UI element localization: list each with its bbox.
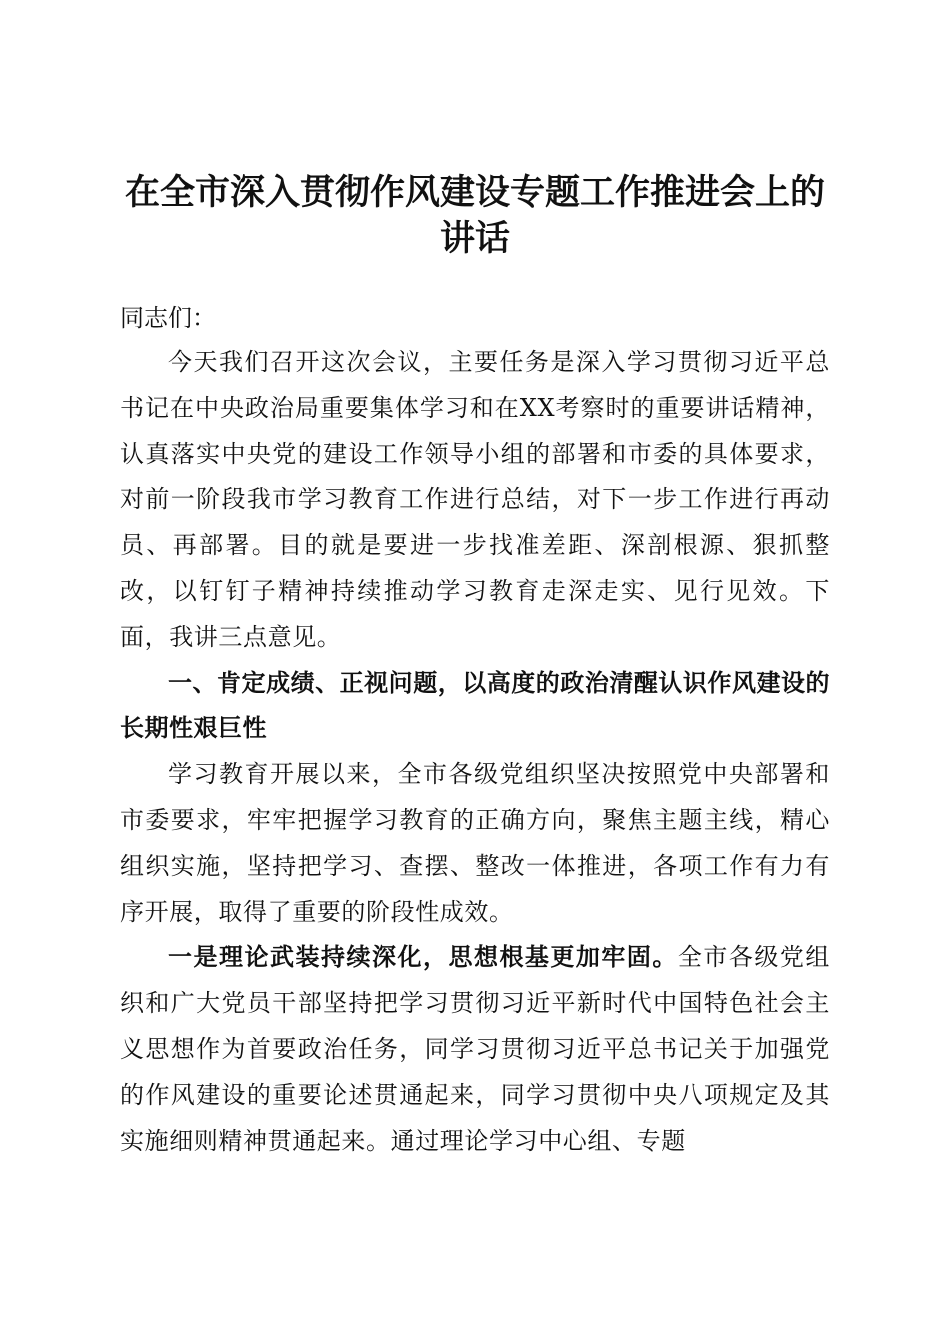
section-1-paragraph: 学习教育开展以来，全市各级党组织坚决按照党中央部署和市委要求，牢牢把握学习教育的正确方向，聚焦主题主线，精心组织实施，坚持把学习、查摆、整改一体推进，各项工作有力有序开展，取得了重要的阶段性成效。	[120, 760, 830, 926]
point-1-lead: 一是理论武装持续深化，思想根基更加牢固。	[168, 943, 678, 972]
document-title	[120, 170, 830, 262]
title-line-1: 在全市深入贯彻作风建设专题工作推进会上的	[124, 173, 825, 213]
salutation: 同志们：	[120, 304, 216, 332]
section-1-heading: 一、肯定成绩、正视问题，以高度的政治清醒认识作风建设的长期性艰巨性	[120, 668, 830, 743]
point-1-body: 全市各级党组织和广大党员干部坚持把学习贯彻习近平新时代中国特色社会主义思想作为首要政治任务，同学习贯彻习近平总书记关于加强党的作风建设的重要论述贯通起来，同学习贯彻中央八项规定及其实施细则精神贯通起来。通过理论学习中心组、专题	[120, 943, 830, 1155]
title-line-2: 讲话	[439, 219, 510, 259]
intro-paragraph: 今天我们召开这次会议，主要任务是深入学习贯彻习近平总书记在中央政治局重要集体学习和在XX考察时的重要讲话精神，认真落实中央党的建设工作领导小组的部署和市委的具体要求，对前一阶段我市学习教育工作进行总结，对下一步工作进行再动员、再部署。目的就是要进一步找准差距、深剖根源、狠抓整改，以钉钉子精神持续推动学习教育走深走实、见行见效。下面，我讲三点意见。	[120, 348, 830, 651]
point-1-paragraph	[120, 935, 830, 1164]
